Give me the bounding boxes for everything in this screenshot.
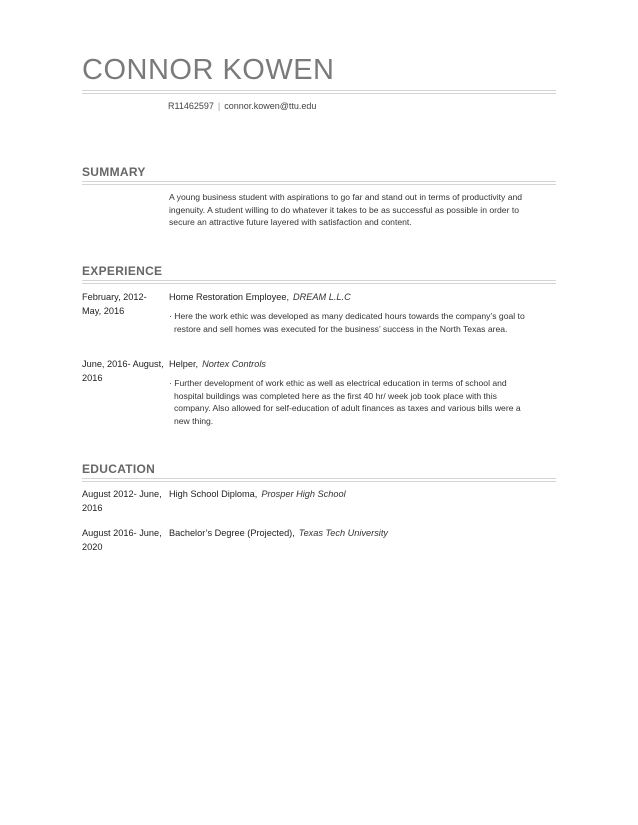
degree-title: Bachelor’s Degree (Projected),	[169, 528, 295, 538]
experience-date: February, 2012- May, 2016	[82, 292, 147, 316]
education-rule	[82, 478, 556, 479]
experience-description: · Further development of work ethic as well as electrical education in terms of school and hospital buildings was completed here as the first 40 hr/ week job took place with this company. Also allowed for self-education of adult finances as taxes and various bills were a new thing.	[169, 378, 521, 426]
student-id: R11462597	[168, 101, 214, 111]
header-rule-secondary	[82, 93, 556, 94]
summary-rule	[82, 181, 556, 182]
job-title: Helper,	[169, 359, 199, 369]
education-date: August 2016- June, 2020	[82, 528, 162, 552]
experience-title: EXPERIENCE	[82, 264, 163, 278]
experience-date: June, 2016- August, 2016	[82, 359, 164, 383]
degree-title: High School Diploma,	[169, 489, 258, 499]
education-degree	[169, 528, 388, 538]
email-address[interactable]: connor.kowen@ttu.edu	[224, 101, 317, 111]
education-title: EDUCATION	[82, 462, 156, 476]
experience-description: · Here the work ethic was developed as many dedicated hours towards the company’s goal to restore and sell homes was executed for the business’ success in the North Texas area.	[169, 311, 525, 334]
summary-text: A young business student with aspirations to go far and stand out in terms of productivity and ingenuity. A student willing to do whatever it takes to be as successful as possible in order to secure an attractive future layered with satisfaction and content.	[169, 192, 523, 227]
experience-role	[169, 359, 266, 369]
school-name: Texas Tech University	[298, 528, 388, 538]
education-degree	[169, 489, 346, 499]
candidate-name: CONNOR KOWEN	[82, 54, 335, 86]
employer-name: DREAM L.L.C	[293, 292, 351, 302]
education-date: August 2012- June, 2016	[82, 489, 162, 513]
experience-role	[169, 292, 351, 302]
header-rule	[82, 90, 556, 91]
education-rule-secondary	[82, 481, 556, 482]
experience-rule-secondary	[82, 283, 556, 284]
school-name: Prosper High School	[261, 489, 346, 499]
summary-rule-secondary	[82, 184, 556, 185]
job-title: Home Restoration Employee,	[169, 292, 290, 302]
contact-line	[168, 101, 316, 111]
summary-title: SUMMARY	[82, 165, 146, 179]
employer-name: Nortex Controls	[202, 359, 266, 369]
experience-rule	[82, 280, 556, 281]
contact-separator: |	[217, 101, 221, 111]
